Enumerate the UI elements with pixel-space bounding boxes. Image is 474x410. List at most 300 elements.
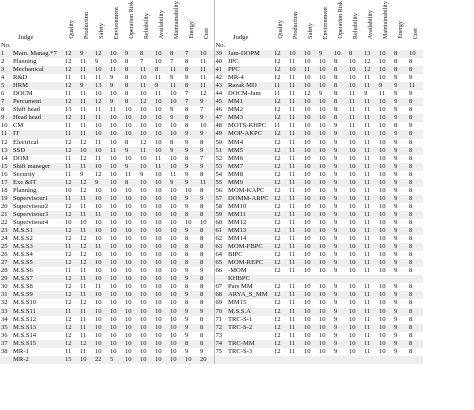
score-cell: 10 bbox=[124, 283, 139, 291]
score-cell: 12 bbox=[64, 227, 79, 235]
score-cell: 12 bbox=[79, 139, 94, 147]
score-cell: 9 bbox=[333, 147, 348, 155]
judge-number: 18 bbox=[0, 187, 12, 195]
score-cell: 9 bbox=[169, 179, 184, 187]
score-cell: 11 bbox=[288, 227, 303, 235]
score-cell: 10 bbox=[154, 211, 169, 219]
table-row bbox=[0, 211, 423, 219]
score-cell: 10 bbox=[94, 90, 109, 98]
score-cell: 10 bbox=[139, 114, 154, 122]
score-cell: 8 bbox=[408, 203, 423, 211]
score-cell: 8 bbox=[199, 283, 214, 291]
table-row bbox=[0, 348, 423, 356]
score-cell: 12 bbox=[273, 291, 288, 299]
score-cell: 10 bbox=[378, 114, 393, 122]
score-cell: 12 bbox=[273, 98, 288, 106]
table-row bbox=[0, 195, 423, 203]
score-cell: 12 bbox=[64, 82, 79, 90]
score-cell: 10 bbox=[79, 147, 94, 155]
judge-name: MOM-REPC bbox=[227, 259, 273, 267]
score-cell: 11 bbox=[79, 283, 94, 291]
score-cell: 10 bbox=[303, 227, 318, 235]
score-cell: 9 bbox=[318, 50, 333, 58]
score-cell: 12 bbox=[199, 90, 214, 98]
score-cell: 10 bbox=[348, 219, 363, 227]
score-cell: 11 bbox=[64, 171, 79, 179]
criterion-header: Safety bbox=[307, 23, 314, 39]
score-cell: 9 bbox=[393, 98, 408, 106]
score-cell: 10 bbox=[79, 219, 94, 227]
score-cell: 10 bbox=[318, 348, 333, 356]
score-cell: 10 bbox=[109, 163, 124, 171]
score-cell: 8 bbox=[124, 90, 139, 98]
score-cell: 10 bbox=[94, 291, 109, 299]
judge-name: BIPC bbox=[227, 251, 273, 259]
score-cell: 10 bbox=[169, 243, 184, 251]
score-cell: 12 bbox=[94, 171, 109, 179]
score-cell: 9 bbox=[184, 74, 199, 82]
score-cell: 11 bbox=[288, 74, 303, 82]
score-cell: 11 bbox=[288, 235, 303, 243]
table-row bbox=[0, 235, 423, 243]
table-row bbox=[0, 114, 423, 122]
score-cell: 9 bbox=[333, 251, 348, 259]
score-cell: 8 bbox=[408, 348, 423, 356]
score-cell: 11 bbox=[79, 316, 94, 324]
score-cell: 10 bbox=[169, 163, 184, 171]
score-cell: 9 bbox=[184, 171, 199, 179]
score-cell: 9 bbox=[333, 235, 348, 243]
score-cell: 11 bbox=[199, 179, 214, 187]
score-cell: 10 bbox=[169, 348, 184, 356]
score-cell: 12 bbox=[64, 251, 79, 259]
score-cell: 10 bbox=[109, 179, 124, 187]
score-cell: 10 bbox=[169, 235, 184, 243]
score-cell: 10 bbox=[318, 283, 333, 291]
score-cell: 10 bbox=[154, 308, 169, 316]
score-cell: 11 bbox=[79, 114, 94, 122]
score-cell: 10 bbox=[378, 291, 393, 299]
score-cell: 12 bbox=[273, 308, 288, 316]
score-cell: 10 bbox=[303, 211, 318, 219]
score-cell: 12 bbox=[64, 324, 79, 332]
score-cell: 10 bbox=[288, 50, 303, 58]
judge-number: 39 bbox=[214, 50, 227, 58]
score-cell: 8 bbox=[169, 50, 184, 58]
judge-number: 28 bbox=[0, 267, 12, 275]
score-cell: 11 bbox=[79, 163, 94, 171]
score-cell: 11 bbox=[154, 155, 169, 163]
score-cell: 10 bbox=[169, 98, 184, 106]
score-cell: 10 bbox=[94, 130, 109, 138]
score-cell: 10 bbox=[318, 139, 333, 147]
score-cell: 11 bbox=[363, 243, 378, 251]
score-cell: 10 bbox=[154, 316, 169, 324]
score-cell: 9 bbox=[333, 348, 348, 356]
score-cell: 11 bbox=[109, 106, 124, 114]
score-cell: 11 bbox=[363, 106, 378, 114]
table-row bbox=[0, 356, 423, 364]
score-cell: 10 bbox=[94, 203, 109, 211]
score-cell: 8 bbox=[408, 340, 423, 348]
judge-number: 45 bbox=[214, 98, 227, 106]
score-cell: 12 bbox=[273, 219, 288, 227]
score-cell: 10 bbox=[348, 259, 363, 267]
score-cell: 11 bbox=[79, 267, 94, 275]
judge-number: 35 bbox=[0, 324, 12, 332]
score-cell: 9 bbox=[124, 147, 139, 155]
score-cell: 9 bbox=[184, 308, 199, 316]
score-cell: 11 bbox=[363, 179, 378, 187]
score-cell: 9 bbox=[393, 324, 408, 332]
score-cell: 12 bbox=[64, 332, 79, 340]
criterion-header: Energy bbox=[188, 21, 195, 39]
score-cell: 8 bbox=[408, 283, 423, 291]
score-cell: 12 bbox=[64, 98, 79, 106]
score-cell: 12 bbox=[139, 98, 154, 106]
score-cell: 8 bbox=[124, 139, 139, 147]
score-cell: 11 bbox=[363, 187, 378, 195]
judge-name: KHBPC bbox=[227, 275, 273, 283]
score-cell: 10 bbox=[378, 211, 393, 219]
judge-name: MM9 bbox=[227, 179, 273, 187]
judge-name: MM12 bbox=[227, 219, 273, 227]
judge-name: MM10 bbox=[227, 203, 273, 211]
score-cell: 10 bbox=[94, 308, 109, 316]
score-cell: 11 bbox=[79, 227, 94, 235]
score-cell: 10 bbox=[303, 243, 318, 251]
score-cell: 11 bbox=[348, 114, 363, 122]
score-cell: 10 bbox=[348, 139, 363, 147]
judge-number: 70 bbox=[214, 308, 227, 316]
score-cell: 12 bbox=[79, 259, 94, 267]
score-cell: 10 bbox=[154, 187, 169, 195]
score-cell: 11 bbox=[154, 163, 169, 171]
score-cell bbox=[348, 356, 363, 364]
score-cell: 10 bbox=[348, 316, 363, 324]
score-cell: 10 bbox=[318, 82, 333, 90]
score-cell: 9 bbox=[393, 283, 408, 291]
judge-name: HRM bbox=[12, 82, 64, 90]
score-cell: 9 bbox=[199, 147, 214, 155]
judge-number: 4 bbox=[0, 74, 12, 82]
score-cell: 10 bbox=[348, 155, 363, 163]
table-row bbox=[0, 155, 423, 163]
judge-number: 56 bbox=[214, 187, 227, 195]
score-cell: 10 bbox=[139, 187, 154, 195]
judge-number: 63 bbox=[214, 243, 227, 251]
score-cell: 8 bbox=[169, 139, 184, 147]
score-cell: 11 bbox=[288, 316, 303, 324]
score-cell: 10 bbox=[139, 90, 154, 98]
judge-number: 42 bbox=[214, 74, 227, 82]
score-cell: 10 bbox=[169, 122, 184, 130]
score-cell: 10 bbox=[378, 283, 393, 291]
judge-name: TRC-MM bbox=[227, 340, 273, 348]
score-cell: 10 bbox=[318, 155, 333, 163]
score-cell: 8 bbox=[333, 114, 348, 122]
table-row bbox=[0, 98, 423, 106]
score-cell: 10 bbox=[184, 187, 199, 195]
score-cell: 10 bbox=[139, 324, 154, 332]
score-cell: 11 bbox=[288, 211, 303, 219]
score-cell bbox=[363, 356, 378, 364]
score-cell: 11 bbox=[288, 179, 303, 187]
judge-number bbox=[214, 275, 227, 283]
criteria-header-row bbox=[0, 0, 423, 42]
score-cell bbox=[393, 356, 408, 364]
score-cell: 10 bbox=[154, 340, 169, 348]
judge-number: 30 bbox=[0, 283, 12, 291]
judge-number: 47 bbox=[214, 114, 227, 122]
judge-number bbox=[214, 356, 227, 364]
score-cell: 8 bbox=[124, 66, 139, 74]
score-cell: 10 bbox=[318, 106, 333, 114]
score-cell: 12 bbox=[273, 259, 288, 267]
score-cell: 11 bbox=[363, 316, 378, 324]
score-cell: 10 bbox=[303, 299, 318, 307]
judge-number: 48 bbox=[214, 122, 227, 130]
score-cell: 10 bbox=[124, 227, 139, 235]
score-cell: 10 bbox=[169, 275, 184, 283]
score-cell: 9 bbox=[124, 50, 139, 58]
score-cell: 9 bbox=[393, 267, 408, 275]
score-cell: 10 bbox=[303, 147, 318, 155]
score-cell: 10 bbox=[154, 195, 169, 203]
score-cell: 9 bbox=[333, 130, 348, 138]
table-row bbox=[0, 227, 423, 235]
score-cell: 11 bbox=[363, 308, 378, 316]
judge-name: M.S.S14 bbox=[12, 332, 64, 340]
score-cell: 8 bbox=[408, 155, 423, 163]
score-cell: 10 bbox=[303, 58, 318, 66]
score-cell: 8 bbox=[408, 259, 423, 267]
judge-number: 43 bbox=[214, 82, 227, 90]
score-cell: 10 bbox=[318, 58, 333, 66]
judge-number: 23 bbox=[0, 227, 12, 235]
score-cell: 10 bbox=[94, 235, 109, 243]
judge-number: 9 bbox=[0, 114, 12, 122]
score-cell: 9 bbox=[169, 74, 184, 82]
score-cell: 10 bbox=[124, 259, 139, 267]
judge-header-left: Judge bbox=[18, 34, 34, 41]
score-cell: 9 bbox=[333, 227, 348, 235]
score-cell: 10 bbox=[94, 299, 109, 307]
judge-name: MM13 bbox=[227, 227, 273, 235]
score-cell: 12 bbox=[273, 114, 288, 122]
judge-name: DOCM-Jam bbox=[227, 90, 273, 98]
score-cell: 10 bbox=[318, 163, 333, 171]
judge-name: Planning bbox=[12, 58, 64, 66]
score-cell: 10 bbox=[169, 356, 184, 364]
score-cell: 11 bbox=[273, 82, 288, 90]
table-row bbox=[0, 340, 423, 348]
score-cell: 10 bbox=[124, 316, 139, 324]
score-cell: 9 bbox=[393, 187, 408, 195]
table-row bbox=[0, 251, 423, 259]
judge-header-right: Judge bbox=[233, 34, 249, 41]
judge-number: 19 bbox=[0, 195, 12, 203]
score-cell: 8 bbox=[333, 98, 348, 106]
score-cell: 8 bbox=[184, 243, 199, 251]
judge-number: 53 bbox=[214, 163, 227, 171]
score-cell: 8 bbox=[408, 195, 423, 203]
score-cell: 11 bbox=[288, 324, 303, 332]
score-cell: 8 bbox=[124, 74, 139, 82]
score-cell: 10 bbox=[348, 130, 363, 138]
score-cell: 11 bbox=[288, 195, 303, 203]
score-cell: 8 bbox=[408, 66, 423, 74]
score-cell: 10 bbox=[124, 308, 139, 316]
score-cell: 8 bbox=[408, 291, 423, 299]
judge-number: 65 bbox=[214, 259, 227, 267]
no-header-right: No. bbox=[215, 42, 226, 49]
score-cell: 11 bbox=[64, 90, 79, 98]
score-cell: 11 bbox=[79, 275, 94, 283]
score-cell: 10 bbox=[303, 114, 318, 122]
score-cell: 10 bbox=[154, 332, 169, 340]
score-cell: 8 bbox=[184, 82, 199, 90]
table-row bbox=[0, 66, 423, 74]
score-cell: 10 bbox=[348, 195, 363, 203]
judge-name: Supervisour3 bbox=[12, 211, 64, 219]
score-cell: 10 bbox=[94, 275, 109, 283]
table-row bbox=[0, 179, 423, 187]
score-cell: 9 bbox=[408, 122, 423, 130]
score-cell: 8 bbox=[408, 98, 423, 106]
score-cell: 10 bbox=[378, 163, 393, 171]
score-cell: 10 bbox=[348, 291, 363, 299]
table-row bbox=[0, 267, 423, 275]
score-cell: 10 bbox=[184, 219, 199, 227]
score-cell: 10 bbox=[154, 291, 169, 299]
score-cell: 11 bbox=[64, 74, 79, 82]
score-cell: 11 bbox=[64, 155, 79, 163]
score-cell: 10 bbox=[348, 283, 363, 291]
score-cell: 10 bbox=[378, 227, 393, 235]
score-cell: 10 bbox=[378, 259, 393, 267]
score-cell: 10 bbox=[318, 147, 333, 155]
score-cell: 9 bbox=[393, 82, 408, 90]
score-cell: 11 bbox=[363, 299, 378, 307]
judge-number: 27 bbox=[0, 259, 12, 267]
score-cell: 11 bbox=[363, 291, 378, 299]
score-cell bbox=[303, 356, 318, 364]
score-cell: 10 bbox=[318, 130, 333, 138]
score-cell: 10 bbox=[348, 227, 363, 235]
score-cell: 9 bbox=[393, 316, 408, 324]
score-cell: 10 bbox=[94, 267, 109, 275]
score-cell: 9 bbox=[393, 251, 408, 259]
criterion-header: Maintainability bbox=[382, 0, 389, 39]
judge-number: 49 bbox=[214, 130, 227, 138]
score-cell: 10 bbox=[378, 50, 393, 58]
judge-name: M.S.S3 bbox=[12, 243, 64, 251]
score-cell: 8 bbox=[199, 139, 214, 147]
score-cell: 8 bbox=[408, 179, 423, 187]
score-cell: 9 bbox=[333, 219, 348, 227]
score-cell: 11 bbox=[154, 74, 169, 82]
score-cell: 12 bbox=[273, 179, 288, 187]
score-cell: 10 bbox=[378, 155, 393, 163]
table-row bbox=[0, 243, 423, 251]
judge-name: M.S.S11 bbox=[12, 308, 64, 316]
score-cell: 12 bbox=[273, 348, 288, 356]
score-cell: 12 bbox=[79, 155, 94, 163]
score-cell: 10 bbox=[139, 259, 154, 267]
score-cell: 10 bbox=[318, 332, 333, 340]
score-cell: 11 bbox=[124, 171, 139, 179]
score-cell: 11 bbox=[288, 348, 303, 356]
score-cell: 9 bbox=[408, 74, 423, 82]
score-cell: 11 bbox=[94, 211, 109, 219]
score-cell: 9 bbox=[184, 203, 199, 211]
judge-name: MM4 bbox=[227, 139, 273, 147]
score-cell bbox=[363, 275, 378, 283]
score-cell: 10 bbox=[169, 251, 184, 259]
judge-name: Security bbox=[12, 171, 64, 179]
score-cell: 11 bbox=[273, 90, 288, 98]
no-header-spacer-right bbox=[214, 0, 227, 42]
score-cell: 8 bbox=[408, 187, 423, 195]
score-cell: 10 bbox=[199, 122, 214, 130]
score-cell: 10 bbox=[378, 122, 393, 130]
score-cell: 10 bbox=[109, 219, 124, 227]
score-cell: 10 bbox=[318, 203, 333, 211]
judge-number: 12 bbox=[0, 139, 12, 147]
score-cell: 11 bbox=[199, 82, 214, 90]
score-cell: 9 bbox=[139, 171, 154, 179]
score-cell: 10 bbox=[139, 211, 154, 219]
score-cell: 11 bbox=[94, 114, 109, 122]
judge-name: M.S.S7 bbox=[12, 275, 64, 283]
score-cell: 11 bbox=[169, 82, 184, 90]
score-cell: 10 bbox=[124, 114, 139, 122]
score-cell: 11 bbox=[79, 291, 94, 299]
score-cell: 11 bbox=[288, 82, 303, 90]
judge-name: IT bbox=[12, 130, 64, 138]
score-cell: 9 bbox=[184, 324, 199, 332]
score-cell: 12 bbox=[64, 211, 79, 219]
score-cell: 10 bbox=[139, 332, 154, 340]
judge-name: MOM-FBPC bbox=[227, 243, 273, 251]
score-cell: 10 bbox=[94, 332, 109, 340]
score-cell: 11 bbox=[348, 90, 363, 98]
score-cell: 10 bbox=[139, 275, 154, 283]
score-cell: 10 bbox=[169, 308, 184, 316]
score-cell: 10 bbox=[169, 219, 184, 227]
score-cell: 11 bbox=[154, 90, 169, 98]
score-cell: 13 bbox=[363, 50, 378, 58]
score-cell: 10 bbox=[124, 299, 139, 307]
score-cell: 12 bbox=[273, 324, 288, 332]
judge-name: JPC bbox=[227, 58, 273, 66]
score-cell: 9 bbox=[333, 122, 348, 130]
score-cell: 12 bbox=[273, 203, 288, 211]
score-cell: 10 bbox=[94, 348, 109, 356]
criterion-header: Operation Risk bbox=[128, 1, 135, 39]
score-cell: 9 bbox=[393, 235, 408, 243]
judge-number: 52 bbox=[214, 155, 227, 163]
score-cell: 9 bbox=[184, 316, 199, 324]
score-cell: 10 bbox=[139, 219, 154, 227]
score-cell: 10 bbox=[378, 308, 393, 316]
score-cell: 11 bbox=[79, 195, 94, 203]
judge-name: M.S.S4 bbox=[12, 251, 64, 259]
score-cell: 10 bbox=[169, 155, 184, 163]
score-cell: 10 bbox=[109, 195, 124, 203]
score-cell: 10 bbox=[109, 275, 124, 283]
